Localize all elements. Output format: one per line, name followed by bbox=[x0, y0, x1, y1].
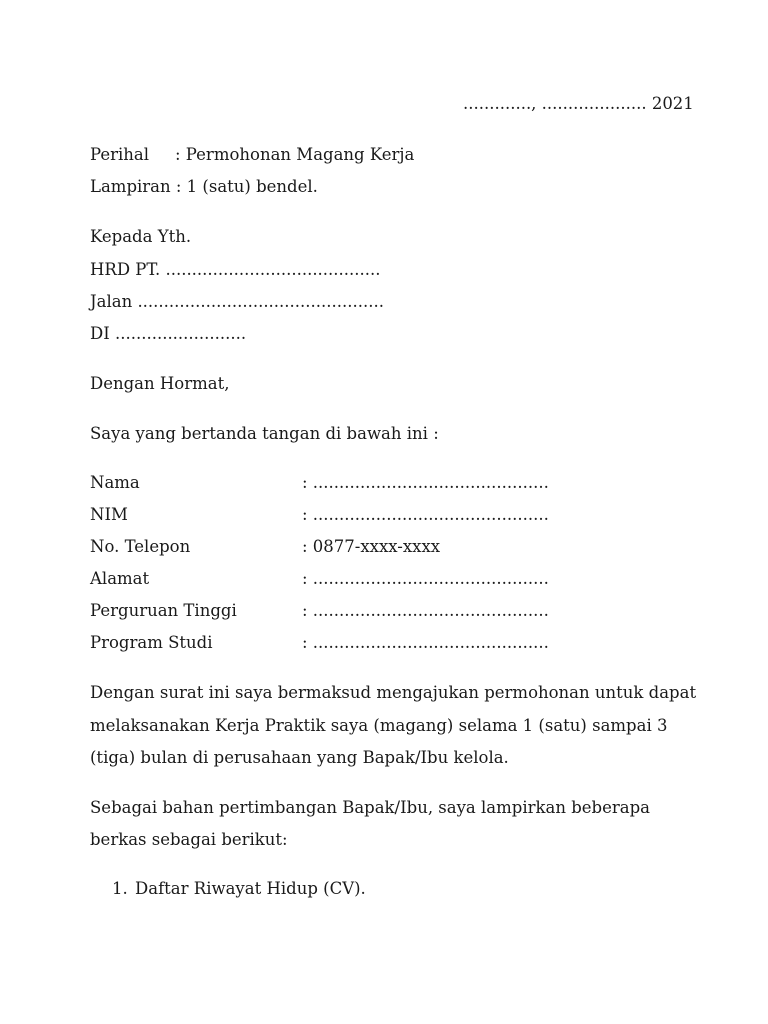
field-value: : ............................................. bbox=[302, 473, 549, 492]
field-label: Alamat bbox=[90, 569, 150, 588]
field-value: : ............................................. bbox=[302, 601, 549, 620]
paragraph-line: (tiga) bulan di perusahaan yang Bapak/Ibu kelola. bbox=[90, 748, 509, 767]
salutation: Dengan Hormat, bbox=[90, 374, 230, 393]
field-label: Program Studi bbox=[90, 633, 213, 652]
paragraph-line: melaksanakan Kerja Praktik saya (magang) selama 1 (satu) sampai 3 bbox=[90, 716, 668, 735]
field-perguruan-tinggi bbox=[90, 600, 610, 622]
list-number: 1. bbox=[112, 879, 128, 898]
lampiran-row: Lampiran : 1 (satu) bendel. bbox=[90, 177, 318, 196]
paragraph-line: berkas sebagai berikut: bbox=[90, 830, 288, 849]
field-alamat bbox=[90, 568, 610, 590]
recipient-city: DI ......................... bbox=[90, 324, 247, 343]
paragraph-line: Sebagai bahan pertimbangan Bapak/Ibu, saya lampirkan beberapa bbox=[90, 798, 650, 817]
letter-date: ............., .................... 2021 bbox=[463, 94, 694, 113]
intro-sentence: Saya yang bertanda tangan di bawah ini : bbox=[90, 424, 439, 443]
field-label: Perguruan Tinggi bbox=[90, 601, 237, 620]
field-program-studi bbox=[90, 632, 610, 654]
field-nim bbox=[90, 504, 610, 526]
perihal-value: : Permohonan Magang Kerja bbox=[175, 145, 415, 164]
field-nama bbox=[90, 472, 610, 494]
recipient-greeting: Kepada Yth. bbox=[90, 227, 192, 246]
list-text: Daftar Riwayat Hidup (CV). bbox=[135, 879, 366, 898]
field-value: : ............................................. bbox=[302, 505, 549, 524]
recipient-company: HRD PT. ......................................... bbox=[90, 260, 381, 279]
field-label: NIM bbox=[90, 505, 128, 524]
field-label: Nama bbox=[90, 473, 140, 492]
paragraph-line: Dengan surat ini saya bermaksud mengajukan permohonan untuk dapat bbox=[90, 683, 697, 702]
field-value: : 0877-xxxx-xxxx bbox=[302, 537, 441, 556]
recipient-street: Jalan ............................................... bbox=[90, 292, 384, 311]
field-value: : ............................................. bbox=[302, 569, 549, 588]
field-label: No. Telepon bbox=[90, 537, 191, 556]
field-value: : ............................................. bbox=[302, 633, 549, 652]
perihal-row bbox=[90, 144, 510, 166]
perihal-label: Perihal bbox=[90, 145, 150, 164]
field-telepon bbox=[90, 536, 610, 558]
